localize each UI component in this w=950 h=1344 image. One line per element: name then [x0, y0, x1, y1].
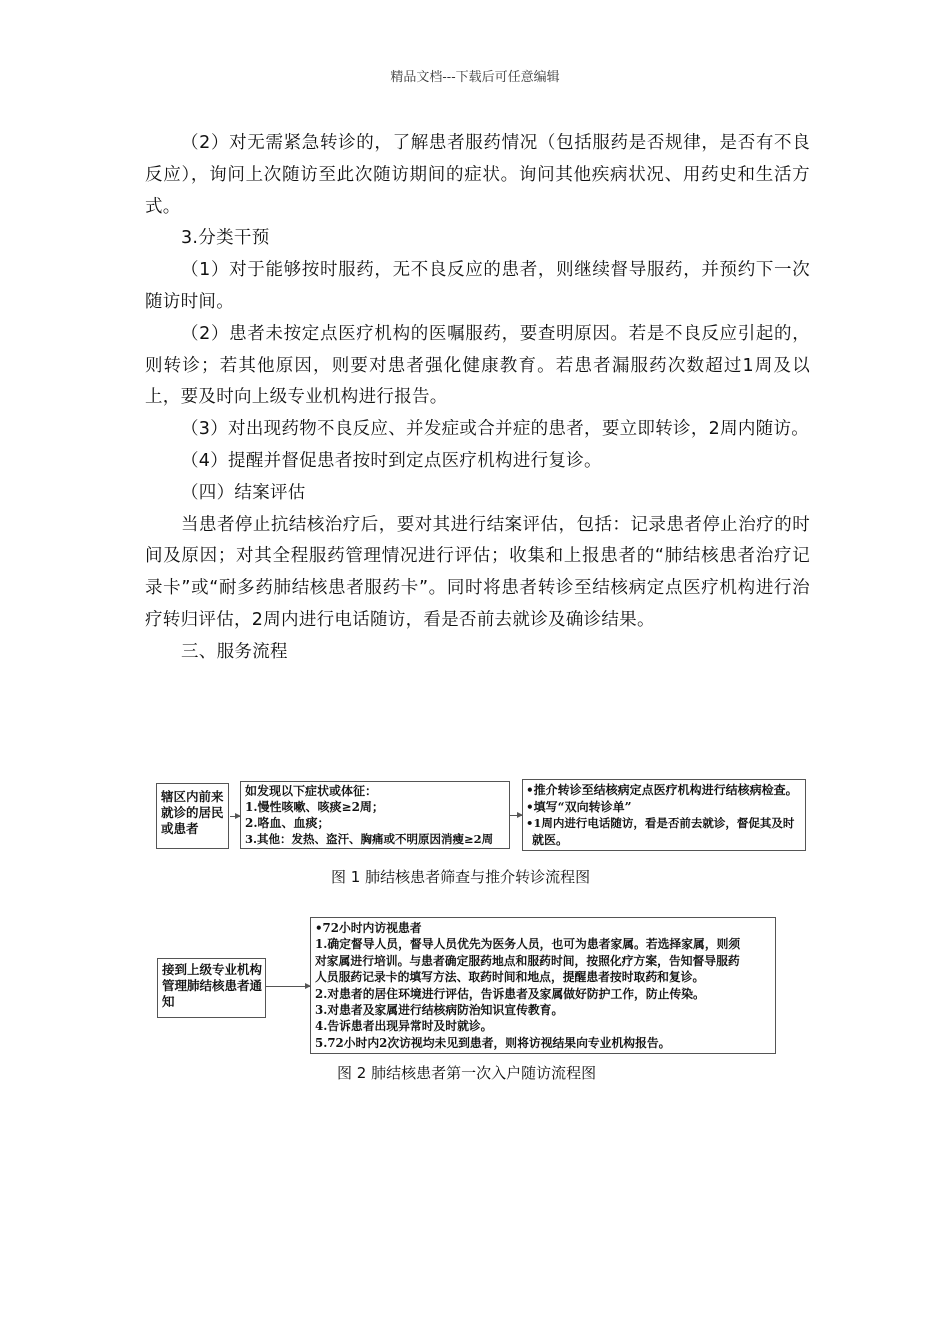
- box-line: 接到上级专业机构: [162, 962, 263, 977]
- page-header: 精品文档---下载后可任意编辑: [390, 70, 560, 85]
- fig1-arrow-2: [510, 815, 522, 816]
- box-line: 3.其他：发热、盗汗、胸痛或不明原因消瘦≥2周: [245, 832, 494, 846]
- box-line: •填写“双向转诊单”: [526, 799, 632, 814]
- fig2-box-visit: [310, 917, 776, 1054]
- fig1-box-patient: [156, 783, 229, 849]
- box-line: •72小时内访视患者: [315, 921, 422, 935]
- box-line: 或患者: [161, 821, 199, 836]
- box-line: 知: [162, 994, 175, 1009]
- box-line: 3.对患者及家属进行结核病防治知识宣传教育。: [315, 1003, 564, 1018]
- box-line: •推介转诊至结核病定点医疗机构进行结核病检查。: [526, 783, 798, 797]
- paragraph: （1）对于能够按时服药，无不良反应的患者，则继续督导服药，并预约下一次随访时间。: [145, 260, 810, 312]
- box-line: 5.72小时内2次访视均未见到患者，则将访视结果向专业机构报告。: [315, 1035, 671, 1050]
- box-line: 就诊的居民: [161, 805, 224, 820]
- paragraph: （2）对无需紧急转诊的，了解患者服药情况（包括服药是否规律，是否有不良反应），询问上次随访至此次随访期间的症状。询问其他疾病状况、用药史和生活方式。: [145, 133, 810, 217]
- fig2-arrow: [266, 986, 310, 987]
- paragraph: 当患者停止抗结核治疗后，要对其进行结案评估，包括：记录患者停止治疗的时间及原因；对其全程服药管理情况进行评估；收集和上报患者的“肺结核患者治疗记录卡”或“耐多药肺结核患者服药卡”。同时将患者转诊至结核病定点医疗机构进行治疗转归评估，2周内进行电话随访，看是否前去就诊及确诊结果。: [145, 514, 810, 630]
- figure2-caption: 图 2 肺结核患者第一次入户随访流程图: [337, 1064, 597, 1082]
- paragraph: （4）提醒并督促患者按时到定点医疗机构进行复诊。: [181, 450, 602, 471]
- fig1-arrow-1: [230, 816, 240, 817]
- fig2-box-notice: [157, 958, 266, 1018]
- paragraph: （3）对出现药物不良反应、并发症或合并症的患者，要立即转诊，2周内随访。: [181, 419, 810, 440]
- body-text: [145, 128, 810, 669]
- box-line: 2.对患者的居住环境进行评估，告诉患者及家属做好防护工作，防止传染。: [315, 986, 705, 1001]
- figure1-caption: 图 1 肺结核患者筛查与推介转诊流程图: [331, 868, 591, 886]
- box-line: 4.告诉患者出现异常时及时就诊。: [315, 1019, 493, 1034]
- paragraph: 3.分类干预: [181, 228, 270, 249]
- box-line: 辖区内前来: [161, 789, 224, 804]
- box-line: 对家属进行培训。与患者确定服药地点和服药时间，按照化疗方案，告知督导服药: [315, 953, 740, 968]
- section-heading: 三、服务流程: [181, 641, 288, 662]
- fig1-box-symptoms: [240, 781, 510, 849]
- paragraph: （2）患者未按定点医疗机构的医嘱服药，要查明原因。若是不良反应引起的，则转诊；若其他原因，则要对患者强化健康教育。若患者漏服药次数超过1周及以上，要及时向上级专业机构进行报告。: [145, 323, 810, 408]
- section-heading: （四）结案评估: [181, 482, 306, 503]
- box-line: •1周内进行电话随访，看是否前去就诊，督促其及时: [526, 816, 795, 830]
- box-line: 就医。: [532, 832, 569, 847]
- box-line: 人员服药记录卡的填写方法、取药时间和地点，提醒患者按时取药和复诊。: [315, 970, 705, 985]
- box-line: 1.确定督导人员，督导人员优先为医务人员，也可为患者家属。若选择家属，则须: [315, 937, 741, 952]
- box-line: 如发现以下症状或体征：: [245, 784, 378, 798]
- box-line: 2.咯血、血痰；: [245, 816, 330, 830]
- fig1-box-referral: [522, 779, 806, 851]
- box-line: 管理肺结核患者通: [162, 978, 263, 993]
- box-line: 1.慢性咳嗽、咳痰≥2周；: [245, 800, 384, 814]
